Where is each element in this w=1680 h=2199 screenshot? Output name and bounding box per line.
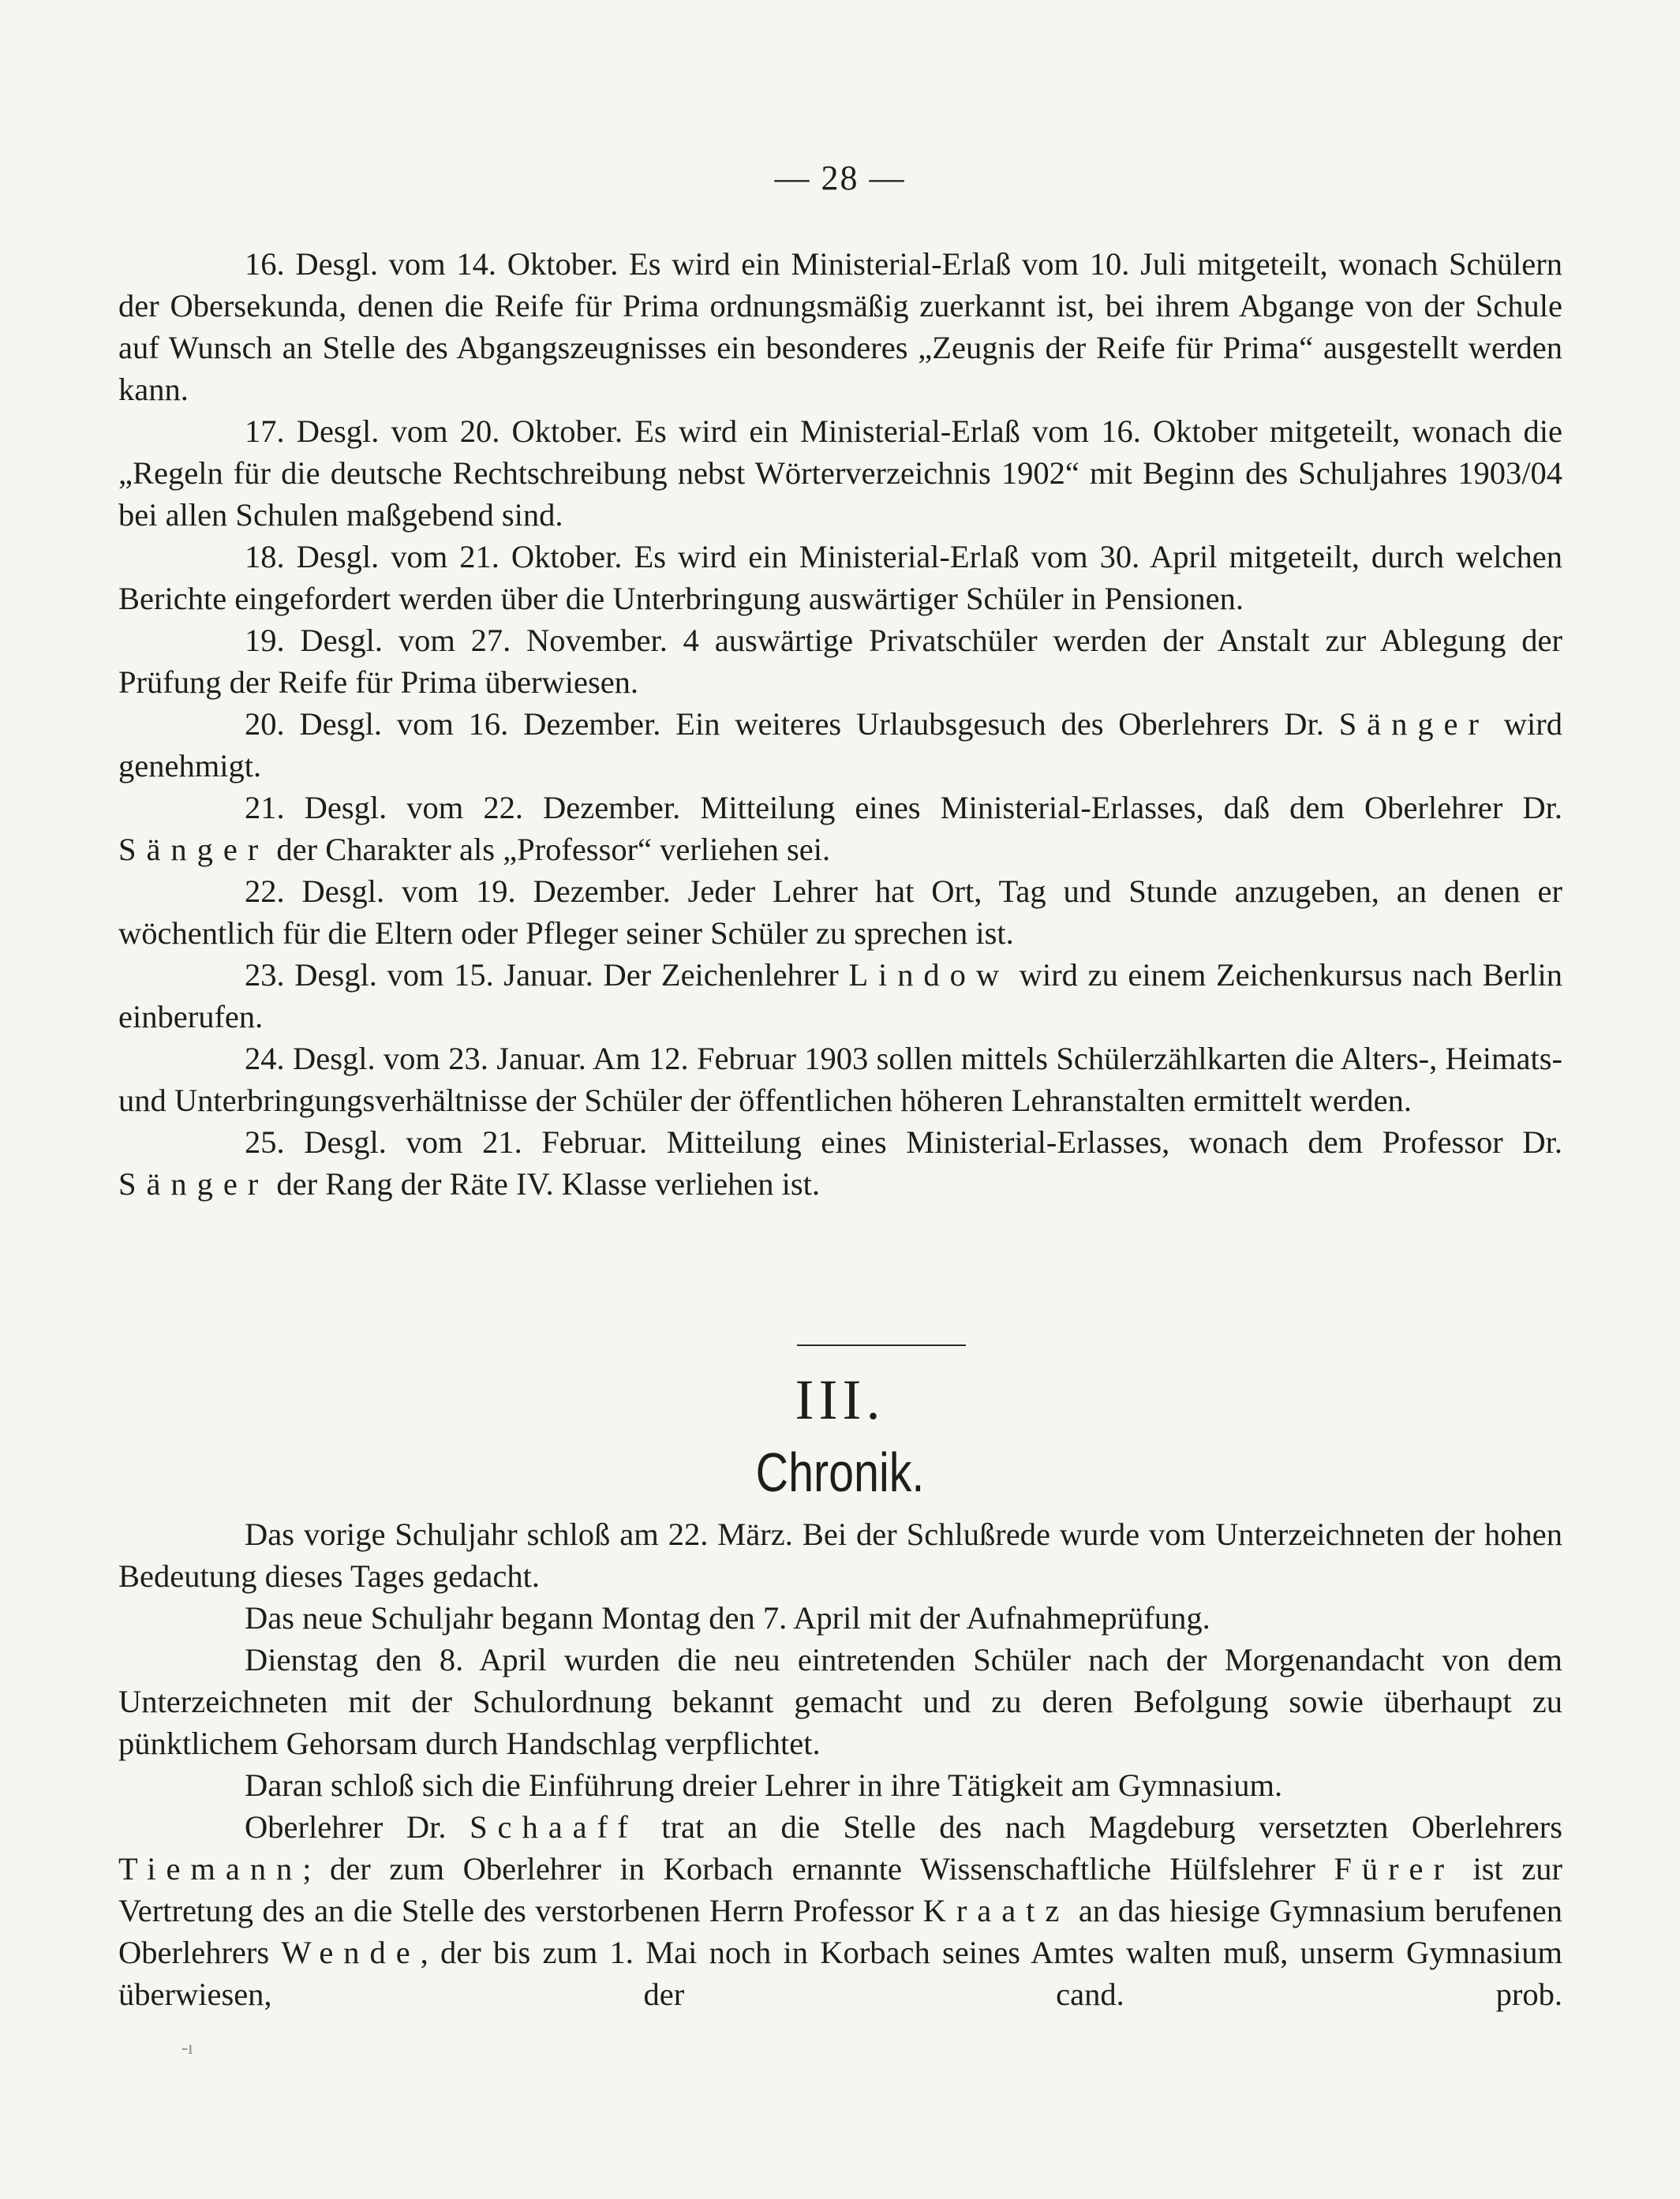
margin-mark: -ı bbox=[181, 2038, 193, 2059]
paragraph-text: an das hiesige Gymnasium berufenen Oberlehrers bbox=[118, 1893, 1563, 1970]
chronicle-paragraph: Das neue Schuljahr begann Montag den 7. April mit der Aufnahmeprüfung. bbox=[245, 1600, 1210, 1636]
entry-text: wird genehmigt. bbox=[118, 706, 1562, 783]
decree-entry-16: 16. Desgl. vom 14. Oktober. Es wird ein Ministerial-Erlaß vom 10. Juli mitgeteilt, wonach Schülern der Obersekunda, denen die Reife für Prima ordnungsmäßig zuerkannt ist, bei ihrem Abgange von der Schule auf Wunsch an Stelle des Abgangszeugnisses ein besonderes „Zeugnis der Reife für Prima“ ausgestellt werden kann. bbox=[118, 246, 1562, 407]
person-name: Tiemann bbox=[118, 1851, 303, 1887]
entry-text: 21. Desgl. vom 22. Dezember. Mitteilung eines Ministerial-Erlasses, daß dem Oberlehrer Dr. bbox=[245, 790, 1562, 825]
person-name: Kraatz bbox=[922, 1893, 1070, 1928]
person-name: Sänger bbox=[1338, 706, 1489, 742]
chronicle-paragraph: Dienstag den 8. April wurden die neu eintretenden Schüler nach der Morgenandacht von dem Unterzeichneten mit der Schulordnung bekannt gemacht und zu deren Befolgung sowie überhaupt zu pünktlichem Gehorsam durch Handschlag verpflichtet. bbox=[118, 1642, 1562, 1761]
section-number: III. bbox=[795, 1368, 885, 1431]
entry-text: der Rang der Räte IV. Klasse verliehen ist. bbox=[276, 1166, 821, 1202]
decree-entry-19: 19. Desgl. vom 27. November. 4 auswärtige Privatschüler werden der Anstalt zur Ablegung der Prüfung der Reife für Prima überwiesen. bbox=[118, 623, 1562, 700]
decree-entry-17: 17. Desgl. vom 20. Oktober. Es wird ein Ministerial-Erlaß vom 16. Oktober mitgeteilt, wonach die „Regeln für die deutsche Rechtschreibung nebst Wörterverzeichnis 1902“ mit Beginn des Schuljahres 1903/04 bei allen Schulen maßgebend sind. bbox=[118, 413, 1562, 533]
entry-text: 25. Desgl. vom 21. Februar. Mitteilung eines Ministerial-Erlasses, wonach dem Professor Dr. bbox=[245, 1124, 1562, 1160]
person-name: Schaaff bbox=[470, 1809, 638, 1845]
page-number: — 28 — bbox=[774, 159, 906, 197]
decree-entry-22: 22. Desgl. vom 19. Dezember. Jeder Lehrer hat Ort, Tag und Stunde anzugeben, an denen er wöchentlich für die Eltern oder Pfleger seiner Schüler zu sprechen ist. bbox=[118, 873, 1562, 951]
paragraph-text: Oberlehrer Dr. bbox=[245, 1809, 447, 1845]
paragraph-text: , der bis zum 1. Mai noch in Korbach seines Amtes walten muß, unserm Gymnasium überwiesen, der cand. prob. bbox=[118, 1935, 1562, 2012]
decree-list bbox=[118, 243, 1562, 1205]
decree-entry-21 bbox=[118, 787, 1562, 870]
decree-entry-24: 24. Desgl. vom 23. Januar. Am 12. Februar 1903 sollen mittels Schülerzählkarten die Alters-, Heimats- und Unterbringungsverhältnisse der Schüler der öffentlichen höheren Lehranstalten ermittelt werden. bbox=[118, 1041, 1562, 1118]
chronicle-paragraph: Daran schloß sich die Einführung dreier Lehrer in ihre Tätigkeit am Gymnasium. bbox=[245, 1767, 1283, 1803]
chronicle-section bbox=[118, 1513, 1562, 2015]
decree-entry-20 bbox=[118, 703, 1562, 787]
decree-entry-25 bbox=[118, 1121, 1562, 1205]
entry-text: der Charakter als „Professor“ verliehen sei. bbox=[276, 832, 831, 867]
person-name: Fürer bbox=[1334, 1851, 1454, 1887]
paragraph-text: ist zur Vertretung des an die Stelle des verstorbenen Herrn Professor bbox=[118, 1851, 1562, 1928]
decree-entry-23 bbox=[118, 954, 1562, 1038]
chronicle-paragraph bbox=[118, 1806, 1562, 2015]
paragraph-text: trat an die Stelle des nach Magdeburg versetzten Oberlehrers bbox=[661, 1809, 1563, 1845]
entry-text: wird zu einem Zeichenkursus nach Berlin einberufen. bbox=[118, 957, 1563, 1034]
entry-text: 23. Desgl. vom 15. Januar. Der Zeichenlehrer bbox=[245, 957, 839, 993]
person-name: Sänger bbox=[118, 832, 269, 867]
paragraph-text: ; der zum Oberlehrer in Korbach ernannte Wissenschaftliche Hülfslehrer bbox=[302, 1851, 1315, 1887]
person-name: Lindow bbox=[848, 957, 1010, 993]
section-divider bbox=[797, 1344, 966, 1346]
decree-entry-18: 18. Desgl. vom 21. Oktober. Es wird ein Ministerial-Erlaß vom 30. April mitgeteilt, durch welchen Berichte eingefordert werden über die Unterbringung auswärtiger Schüler in Pensionen. bbox=[118, 539, 1562, 616]
person-name: Sänger bbox=[118, 1166, 269, 1202]
person-name: Wende bbox=[281, 1935, 421, 1970]
chronicle-paragraph: Das vorige Schuljahr schloß am 22. März. Bei der Schlußrede wurde vom Unterzeichneten der hohen Bedeutung dieses Tages gedacht. bbox=[118, 1516, 1562, 1594]
entry-text: 20. Desgl. vom 16. Dezember. Ein weiteres Urlaubsgesuch des Oberlehrers Dr. bbox=[245, 706, 1324, 742]
section-title: Chronik. bbox=[755, 1442, 925, 1503]
